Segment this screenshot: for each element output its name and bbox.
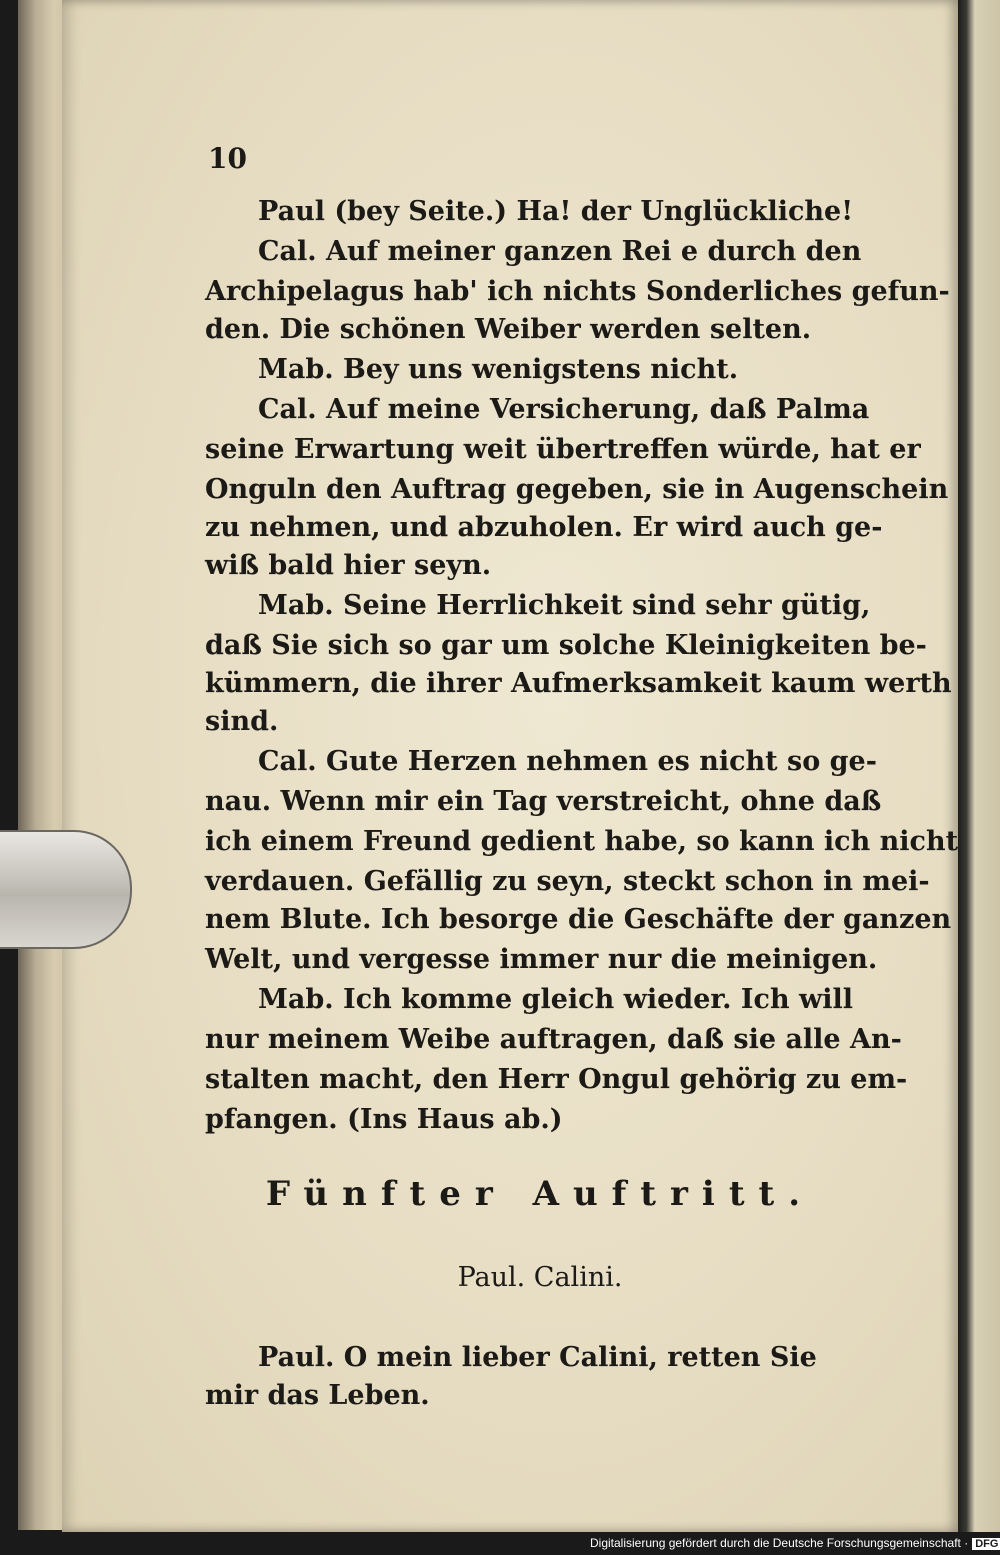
text-line: Welt, und vergesse immer nur die meinigen.: [205, 944, 878, 975]
text-line: ich einem Freund gedient habe, so kann ich nicht: [205, 826, 959, 857]
text-line: kümmern, die ihrer Aufmerksamkeit kaum werth: [205, 668, 952, 699]
text-line: daß Sie sich so gar um solche Kleinigkeiten be-: [205, 630, 927, 661]
text-line: wiß bald hier seyn.: [205, 550, 492, 581]
text-line: nem Blute. Ich besorge die Geschäfte der ganzen: [205, 904, 952, 935]
text-line: pfangen. (Ins Haus ab.): [205, 1104, 563, 1135]
text-line: seine Erwartung weit übertreffen würde, hat er: [205, 434, 921, 465]
text-line: nur meinem Weibe auftragen, daß sie alle An-: [205, 1024, 902, 1055]
text-line: Cal. Auf meiner ganzen Rei e durch den: [258, 236, 862, 267]
text-line: mir das Leben.: [205, 1380, 430, 1411]
text-line: Paul (bey Seite.) Ha! der Unglückliche!: [258, 196, 854, 227]
dfg-logo: DFG: [972, 1538, 1000, 1550]
facing-page-edge: [958, 0, 1000, 1532]
scene-persons: Paul. Calini.: [457, 1262, 623, 1293]
text-line: Archipelagus hab' ich nichts Sonderliches gefun-: [205, 276, 950, 307]
text-line: sind.: [205, 706, 279, 737]
text-line: zu nehmen, und abzuholen. Er wird auch ge-: [205, 512, 883, 543]
page-number: 10: [208, 142, 247, 175]
page-clip: [0, 830, 132, 949]
footer-text: Digitalisierung gefördert durch die Deutsche Forschungsgemeinschaft ·: [590, 1536, 969, 1550]
text-line: den. Die schönen Weiber werden selten.: [205, 314, 812, 345]
text-line: Onguln den Auftrag gegeben, sie in Augenschein: [205, 474, 949, 505]
text-line: Mab. Seine Herrlichkeit sind sehr gütig,: [258, 590, 871, 621]
text-line: Mab. Ich komme gleich wieder. Ich will: [258, 984, 854, 1015]
scene-heading: Fünfter Auftritt.: [265, 1174, 815, 1214]
text-line: Cal. Gute Herzen nehmen es nicht so ge-: [258, 746, 877, 777]
text-line: verdauen. Gefällig zu seyn, steckt schon in mei-: [205, 866, 930, 897]
text-line: nau. Wenn mir ein Tag verstreicht, ohne daß: [205, 786, 882, 817]
text-line: stalten macht, den Herr Ongul gehörig zu em-: [205, 1064, 908, 1095]
text-line: Paul. O mein lieber Calini, retten Sie: [258, 1342, 817, 1373]
digitization-footer: [590, 1536, 999, 1554]
text-line: Mab. Bey uns wenigstens nicht.: [258, 354, 739, 385]
text-line: Cal. Auf meine Versicherung, daß Palma: [258, 394, 870, 425]
